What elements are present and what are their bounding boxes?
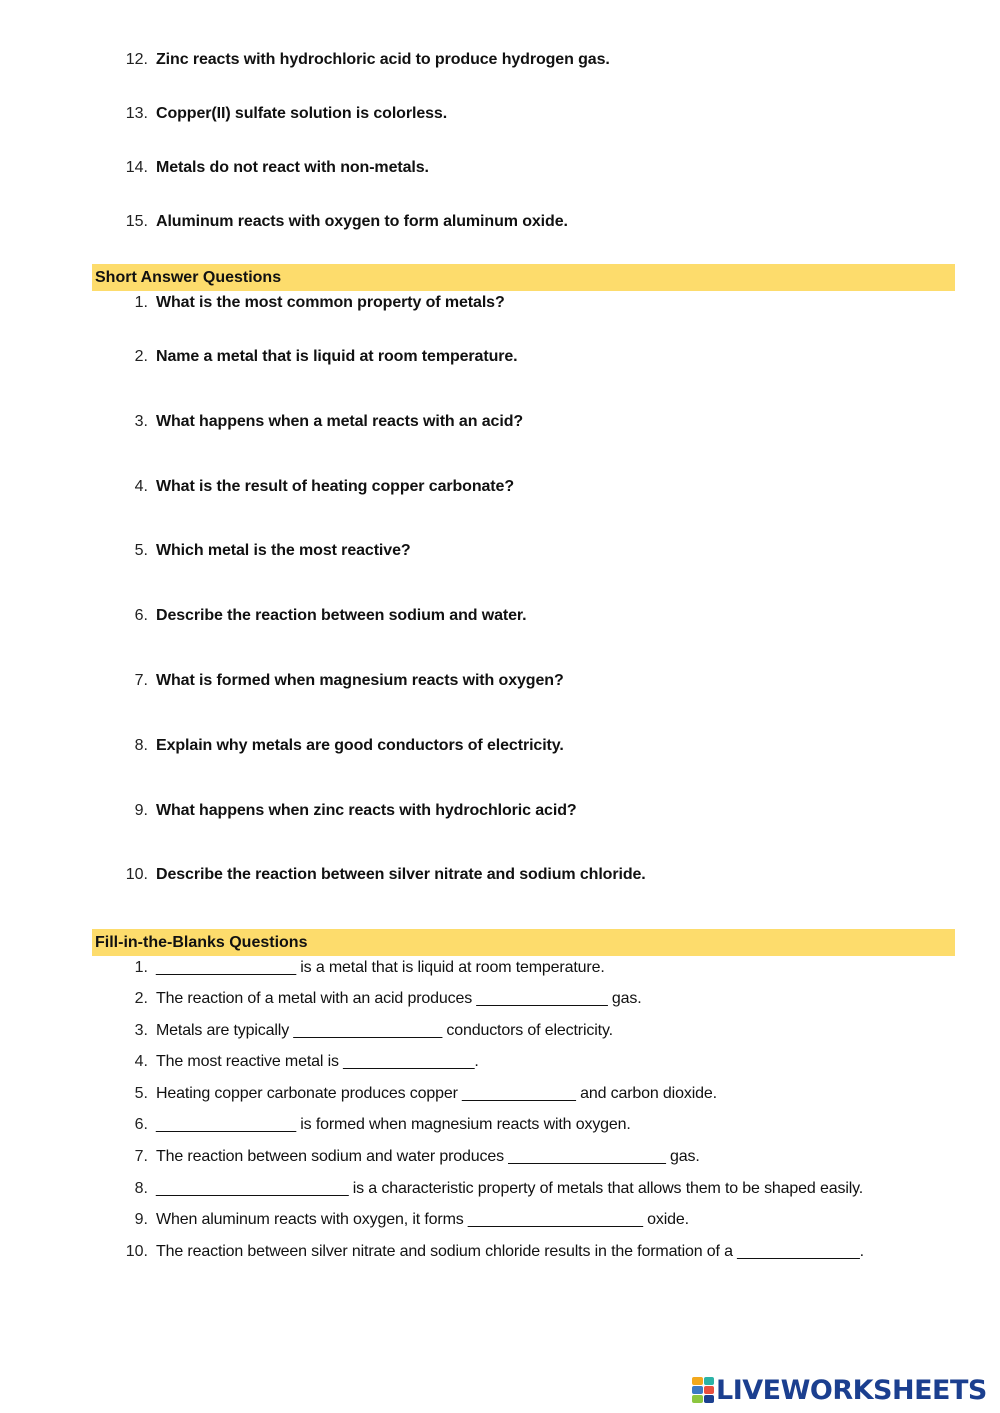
fill-blank-item (0, 1209, 1000, 1231)
short-answer-item (0, 346, 1000, 368)
short-answer-item (0, 670, 1000, 692)
question-number: 9. (134, 802, 148, 819)
question-number: 4. (134, 1053, 148, 1070)
fill-blank-item (0, 1178, 1000, 1200)
question-number: 10. (125, 1243, 148, 1260)
question-text: Describe the reaction between sodium and water. (156, 607, 527, 624)
short-answer-item (0, 605, 1000, 627)
short-answer-item (0, 864, 1000, 886)
section-heading-short-answer (92, 264, 955, 291)
question-text: Copper(II) sulfate solution is colorless. (156, 105, 448, 122)
short-answer-item (0, 476, 1000, 498)
question-number: 6. (134, 1116, 148, 1133)
question-text: Zinc reacts with hydrochloric acid to produce hydrogen gas. (156, 51, 610, 68)
question-text: The reaction of a metal with an acid produces _______________ gas. (156, 990, 642, 1007)
fill-blank-item (0, 1051, 1000, 1073)
question-item (0, 49, 1000, 71)
fill-blank-item (0, 957, 1000, 979)
question-text: When aluminum reacts with oxygen, it forms ____________________ oxide. (156, 1211, 689, 1228)
question-item (0, 211, 1000, 233)
question-number: 7. (134, 1148, 148, 1165)
question-number: 5. (134, 542, 148, 559)
question-text: What is formed when magnesium reacts with oxygen? (156, 672, 564, 689)
question-text: Name a metal that is liquid at room temperature. (156, 348, 518, 365)
question-text: Heating copper carbonate produces copper _____________ and carbon dioxide. (156, 1085, 717, 1102)
question-number: 8. (134, 737, 148, 754)
question-text: Which metal is the most reactive? (156, 542, 411, 559)
short-answer-item (0, 411, 1000, 433)
question-number: 8. (134, 1180, 148, 1197)
question-text: What happens when a metal reacts with an acid? (156, 413, 524, 430)
fill-blank-item (0, 1241, 1000, 1263)
question-item (0, 103, 1000, 125)
fill-blank-item (0, 988, 1000, 1010)
fill-blank-item (0, 1020, 1000, 1042)
section-heading-text: Short Answer Questions (95, 269, 282, 286)
question-number: 2. (134, 348, 148, 365)
question-number: 1. (134, 959, 148, 976)
question-number: 12. (125, 51, 148, 68)
fill-blank-item (0, 1083, 1000, 1105)
question-number: 3. (134, 1022, 148, 1039)
short-answer-item (0, 735, 1000, 757)
question-text: Aluminum reacts with oxygen to form aluminum oxide. (156, 213, 568, 230)
question-number: 13. (125, 105, 148, 122)
question-text: The reaction between silver nitrate and sodium chloride results in the formation of a ______________. (156, 1243, 864, 1260)
section-heading-fill-blanks (92, 929, 955, 956)
question-text: The most reactive metal is _______________. (156, 1053, 479, 1070)
short-answer-item (0, 540, 1000, 562)
question-number: 14. (125, 159, 148, 176)
question-number: 15. (125, 213, 148, 230)
question-text: Describe the reaction between silver nitrate and sodium chloride. (156, 866, 646, 883)
fill-blank-item (0, 1114, 1000, 1136)
question-number: 10. (125, 866, 148, 883)
question-text: What happens when zinc reacts with hydrochloric acid? (156, 802, 577, 819)
question-text: Metals do not react with non-metals. (156, 159, 429, 176)
question-number: 7. (134, 672, 148, 689)
question-text: ______________________ is a characteristic property of metals that allows them to be shaped easily. (156, 1180, 864, 1197)
question-text: The reaction between sodium and water produces __________________ gas. (156, 1148, 700, 1165)
question-number: 9. (134, 1211, 148, 1228)
question-text: Explain why metals are good conductors of electricity. (156, 737, 564, 754)
liveworksheets-mark-icon (692, 1377, 714, 1403)
question-text: Metals are typically _________________ conductors of electricity. (156, 1022, 613, 1039)
question-number: 5. (134, 1085, 148, 1102)
question-item (0, 157, 1000, 179)
short-answer-item (0, 800, 1000, 822)
question-number: 3. (134, 413, 148, 430)
question-text: ________________ is formed when magnesium reacts with oxygen. (156, 1116, 631, 1133)
question-number: 2. (134, 990, 148, 1007)
question-text: ________________ is a metal that is liquid at room temperature. (156, 959, 605, 976)
fill-blank-item (0, 1146, 1000, 1168)
short-answer-item (0, 292, 1000, 314)
question-number: 6. (134, 607, 148, 624)
question-number: 1. (134, 294, 148, 311)
logo-text: LIVEWORKSHEETS (716, 1374, 987, 1406)
question-number: 4. (134, 478, 148, 495)
question-text: What is the result of heating copper carbonate? (156, 478, 515, 495)
section-heading-text: Fill-in-the-Blanks Questions (95, 934, 308, 951)
question-text: What is the most common property of metals? (156, 294, 505, 311)
liveworksheets-logo (692, 1372, 987, 1408)
